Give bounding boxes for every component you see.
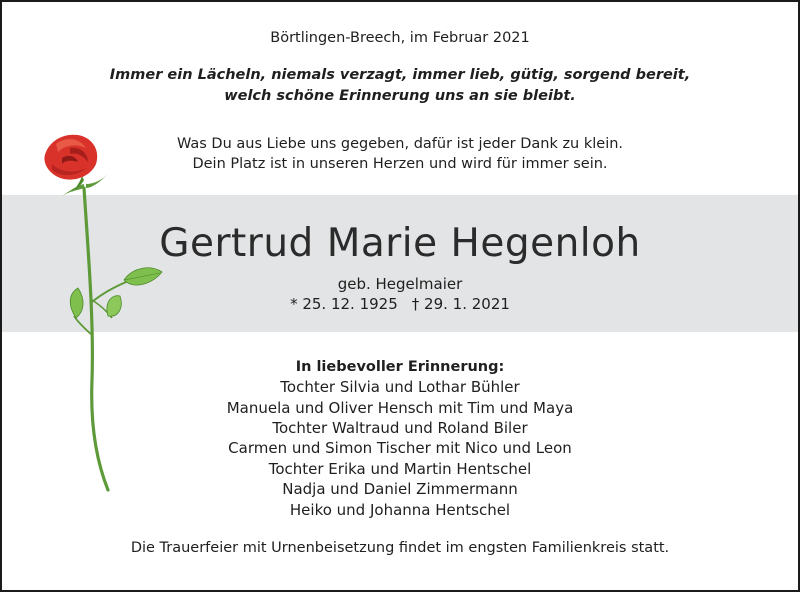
mourner-line: Tochter Waltraud und Roland Biler (272, 419, 528, 437)
mourners-title: In liebevoller Erinnerung: (295, 359, 505, 375)
place-date: Börtlingen-Breech, im Februar 2021 (270, 30, 530, 46)
rose-stem (84, 188, 108, 490)
funeral-note: Die Trauerfeier mit Urnenbeisetzung findet im engsten Familienkreis statt. (130, 540, 670, 556)
birth-date: * 25. 12. 1925 (290, 295, 398, 313)
rose-icon (32, 130, 172, 495)
mourner-line: Heiko und Johanna Hentschel (289, 501, 511, 519)
mourner-line: Nadja und Daniel Zimmermann (282, 480, 518, 498)
poem-secondary-line-1: Was Du aus Liebe uns gegeben, dafür ist jeder Dank zu klein. (176, 136, 624, 152)
poem-primary-line-2: welch schöne Erinnerung uns an sie bleibt. (224, 88, 576, 104)
rose-leaf (107, 296, 121, 317)
maiden-name: geb. Hegelmaier (337, 275, 463, 293)
mourner-line: Tochter Silvia und Lothar Bühler (280, 378, 520, 396)
mourner-line: Tochter Erika und Martin Hentschel (268, 460, 532, 478)
rose-leaf (70, 288, 83, 318)
rose-sepal (86, 174, 108, 188)
rose-sepal (62, 184, 84, 196)
poem-primary-line-1: Immer ein Lächeln, niemals verzagt, immer lieb, gütig, sorgend bereit, (109, 67, 691, 83)
rose-branch (74, 316, 92, 335)
death-date: † 29. 1. 2021 (411, 295, 510, 313)
mourner-line: Carmen und Simon Tischer mit Nico und Leon (228, 439, 572, 457)
mourner-line: Manuela und Oliver Hensch mit Tim und Maya (226, 399, 574, 417)
poem-secondary-line-2: Dein Platz ist in unseren Herzen und wird für immer sein. (192, 156, 608, 172)
deceased-name: Gertrud Marie Hegenloh (159, 221, 641, 266)
